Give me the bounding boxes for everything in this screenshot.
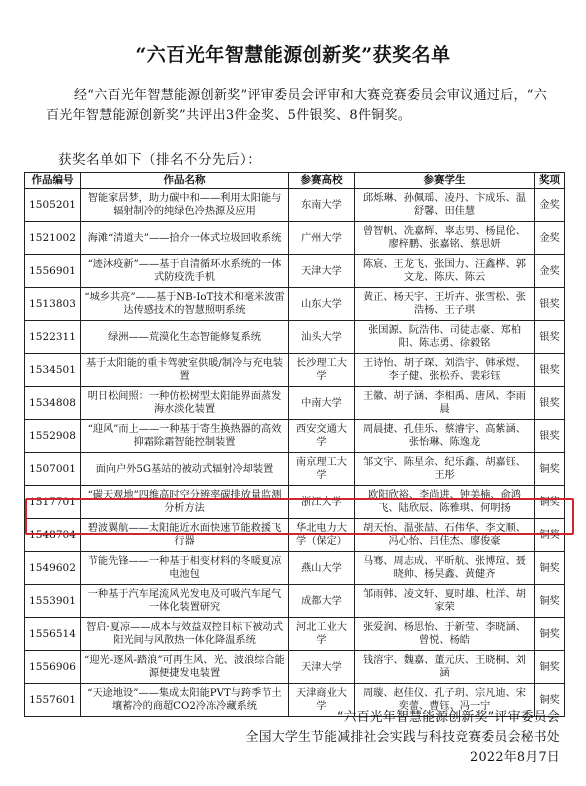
cell-school: 河北工业大学 [289,618,355,651]
cell-students: 邹文宇、陈星余、纪乐鑫、胡嘉钰、王彤 [355,453,535,486]
list-heading: 获奖名单如下（排名不分先后）： [58,152,262,168]
page-title: “六百光年智慧能源创新奖”获奖名单 [135,44,451,66]
cell-students: 曾智帆、冼嘉辉、辜志男、杨昆伦、廖梓鹏、张嘉铭、蔡思妍 [355,222,535,255]
cell-id: 1557601 [25,684,81,717]
cell-name: 基于太阳能的重卡驾驶室供暖/制冷与充电装置 [81,354,289,387]
table-row [25,453,565,486]
cell-id: 1522311 [25,321,81,354]
cell-name: “迎风”而上——一种基于寄生换热器的高效抑霜除霜智能控制装置 [81,420,289,453]
cell-students: 邹雨韩、凌文轩、夏时雄、杜洋、胡家荣 [355,585,535,618]
cell-school: 浙江大学 [289,486,355,519]
cell-students: 张国源、阮浩伟、司徒志豪、郑柏阳、陈志勇、徐毅铭 [355,321,535,354]
cell-students: 马骞、周志成、平昕航、张博瑄、聂晓帅、杨昊鑫、黄健齐 [355,552,535,585]
table-row [25,387,565,420]
footer-org2: 全国大学生节能减排社会实践与科技竞赛委员会秘书处 [245,730,560,745]
cell-award: 银奖 [535,354,565,387]
cell-id: 1553901 [25,585,81,618]
cell-school: 西安交通大学 [289,420,355,453]
cell-name: 一种基于汽车尾流风光发电及可吸汽车尾气一体化装置研究 [81,585,289,618]
table-row [25,552,565,585]
cell-school: 天津大学 [289,255,355,288]
cell-students: 周璇、赵佳仪、孔子玥、宗凡迪、宋奕蕾、曹钰、冯一宁 [355,684,535,717]
cell-id: 1548704 [25,519,81,552]
cell-school: 山东大学 [289,288,355,321]
cell-students: 欧阳欣裕、李尚进、钟美楠、俞鸿飞、陆欣辰、陈雅琪、何明扬 [355,486,535,519]
cell-name: “天途地设”——集成太阳能PVT与跨季节土壤蓄冷的商超CO2冷冻冷藏系统 [81,684,289,717]
cell-school: 东南大学 [289,189,355,222]
footer-date: 2022年8月7日 [470,750,560,765]
table-row [25,255,565,288]
cell-school: 中南大学 [289,387,355,420]
cell-award: 银奖 [535,420,565,453]
table-row [25,354,565,387]
cell-award: 铜奖 [535,519,565,552]
cell-award: 银奖 [535,387,565,420]
table-row [25,585,565,618]
cell-award: 金奖 [535,189,565,222]
cell-students: 胡天怡、温张喆、石伟华、李文顺、冯心怡、吕佳杰、廖俊豪 [355,519,535,552]
cell-award: 银奖 [535,288,565,321]
intro-text: 经“六百光年智慧能源创新奖”评审委员会评审和大赛竞赛委员会审议通过后，“六百光年智慧能源创新奖”共评出3件金奖、5件银奖、8件铜奖。 [46,88,548,123]
cell-school: 南京理工大学 [289,453,355,486]
cell-school: 广州大学 [289,222,355,255]
cell-school: 汕头大学 [289,321,355,354]
cell-students: 王诗怡、胡子琛、刘浩宇、韩承煜、李子健、张松乔、裴彩钰 [355,354,535,387]
cell-name: 智启·夏凉——成本与效益双控目标下被动式阳光间与风散热一体化降温系统 [81,618,289,651]
cell-school: 成都大学 [289,585,355,618]
cell-name: “迹沐疫新”——基于自清循环水系统的一体式防疫洗手机 [81,255,289,288]
cell-award: 金奖 [535,255,565,288]
header-school: 参赛高校 [289,173,355,189]
awards-table [24,172,565,717]
cell-award: 铜奖 [535,618,565,651]
cell-id: 1556514 [25,618,81,651]
cell-id: 1534808 [25,387,81,420]
cell-students: 周晨捷、孔佳乐、蔡濬宇、高紫涵、张怡琳、陈逸龙 [355,420,535,453]
cell-name: 明日松间照：一种仿松树型太阳能界面蒸发海水淡化装置 [81,387,289,420]
cell-students: 钱溶宇、魏嘉、董元庆、王晓桐、刘涵 [355,651,535,684]
cell-name: 海滩“清道夫”——拾介一体式垃圾回收系统 [81,222,289,255]
cell-award: 铜奖 [535,585,565,618]
cell-school: 华北电力大学（保定） [289,519,355,552]
cell-id: 1505201 [25,189,81,222]
cell-name: “碳天观地”四维高时空分辨率碳排放量监测分析方法 [81,486,289,519]
cell-id: 1556901 [25,255,81,288]
cell-id: 1513803 [25,288,81,321]
cell-award: 铜奖 [535,552,565,585]
cell-award: 银奖 [535,321,565,354]
footer-org1: “六百光年智慧能源创新奖”评审委员会 [336,710,560,725]
table-row [25,651,565,684]
cell-name: 面向户外5G基站的被动式辐射冷却装置 [81,453,289,486]
highlight-box [25,498,574,535]
table-header-row [25,173,565,189]
cell-id: 1552908 [25,420,81,453]
header-id: 作品编号 [25,173,81,189]
cell-students: 陈宸、王龙飞、张国力、汪鑫桦、郭文龙、陈庆、陈云 [355,255,535,288]
cell-award: 铜奖 [535,651,565,684]
cell-id: 1521002 [25,222,81,255]
cell-school: 天津商业大学 [289,684,355,717]
cell-id: 1556906 [25,651,81,684]
table-row [25,222,565,255]
header-name: 作品名称 [81,173,289,189]
table-row [25,288,565,321]
cell-name: 智能家居梦，助力碳中和——利用太阳能与辐射制冷的纯绿色冷热源及应用 [81,189,289,222]
cell-school: 燕山大学 [289,552,355,585]
table-row [25,321,565,354]
cell-award: 金奖 [535,222,565,255]
footer [246,708,560,768]
cell-school: 天津大学 [289,651,355,684]
table-row [25,189,565,222]
cell-id: 1534501 [25,354,81,387]
cell-students: 王徽、胡子涵、李相禹、唐风、李雨晨 [355,387,535,420]
cell-name: 绿洲——荒漠化生态智能修复系统 [81,321,289,354]
header-award: 奖项 [535,173,565,189]
table-row [25,618,565,651]
cell-students: 黄正、杨天宇、王圻卉、张雪松、张浩杨、王子琪 [355,288,535,321]
table-row [25,420,565,453]
cell-name: “迎光-逐风-踏浪”可再生风、光、波浪综合能源便捷发电装置 [81,651,289,684]
cell-name: 碧波翼航——太阳能近水面快速节能救援飞行器 [81,519,289,552]
header-students: 参赛学生 [355,173,535,189]
cell-students: 张爱润、杨思怡、于新莹、李晓涵、曾悦、杨皓 [355,618,535,651]
cell-school: 长沙理工大学 [289,354,355,387]
cell-award: 铜奖 [535,453,565,486]
cell-students: 邱烁琳、孙佩瑶、凌丹、卞成乐、温舒馨、田佳慧 [355,189,535,222]
intro-paragraph [46,86,558,126]
cell-id: 1549602 [25,552,81,585]
cell-name: 节能先锋——一种基于相变材料的冬暖夏凉电池包 [81,552,289,585]
cell-id: 1507001 [25,453,81,486]
cell-award: 铜奖 [535,486,565,519]
cell-award: 铜奖 [535,684,565,717]
cell-name: “城乡共亮”——基于NB-IoT技术和毫米波雷达传感技术的智慧照明系统 [81,288,289,321]
cell-id: 1517701 [25,486,81,519]
